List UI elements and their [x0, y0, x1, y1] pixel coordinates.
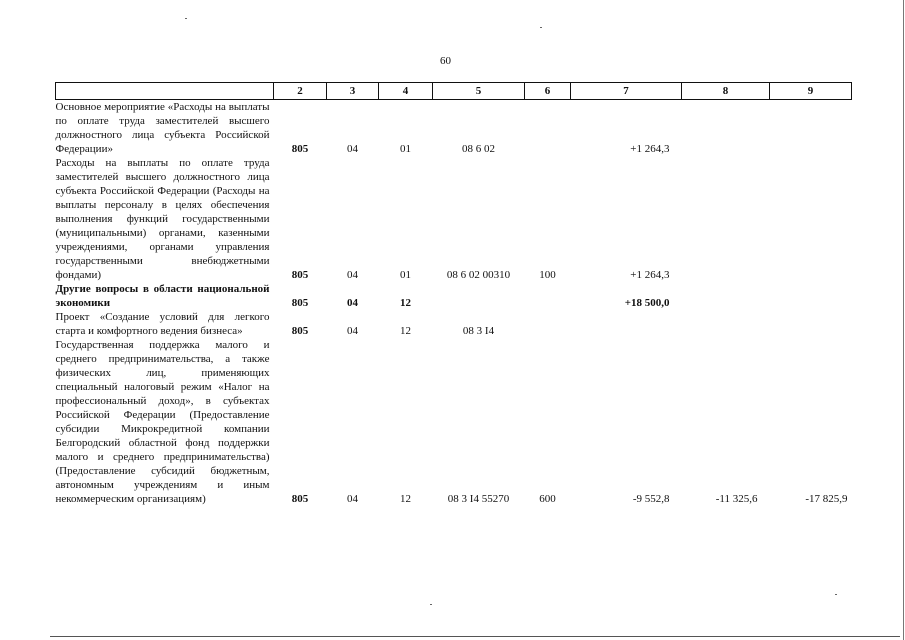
cell-col-8	[682, 282, 770, 310]
cell-col-5: 08 3 I4 55270	[447, 493, 510, 505]
header-col-6: 6	[525, 83, 571, 100]
cell-col-4: 12	[400, 493, 411, 505]
cell-col-6: 600	[539, 493, 556, 505]
budget-table-container	[55, 82, 851, 506]
row-description: Государственная поддержка малого и среднего предпринимательства, а также физических лиц, применяющих специальный налоговый режим «Налог на профессиональный доход», в субъектах Российской Федерации (Предоставление субсидии Микрокредитной компании Белгородский областной фонд поддержки малого и среднего предпринимательства) (Предоставление субсидий бюджетным, автономным учреждениям и иным некоммерческим организациям)	[55, 339, 270, 505]
cell-col-9	[770, 100, 852, 157]
header-col-9: 9	[770, 83, 852, 100]
cell-col-3: 04	[347, 297, 358, 309]
scan-speck	[185, 18, 187, 19]
cell-col-3: 04	[347, 493, 358, 505]
row-description: Проект «Создание условий для легкого старта и комфортного ведения бизнеса»	[55, 311, 270, 337]
table-row	[56, 282, 852, 310]
cell-col-3: 04	[347, 269, 358, 281]
cell-col-4: 12	[400, 297, 411, 309]
cell-col-9	[770, 310, 852, 338]
cell-col-3: 04	[347, 325, 358, 337]
header-col-7: 7	[571, 83, 682, 100]
row-description: Другие вопросы в области национальной экономики	[55, 283, 270, 309]
cell-col-5	[433, 282, 525, 310]
cell-col-7: +18 500,0	[624, 297, 670, 309]
row-description: Основное мероприятие «Расходы на выплаты по оплате труда заместителей высшего должностного лица субъекта Российской Федерации»	[55, 101, 270, 155]
cell-col-8	[682, 156, 770, 282]
cell-col-9: -17 825,9	[805, 493, 848, 505]
cell-col-2: 805	[291, 143, 309, 155]
table-row	[56, 156, 852, 282]
header-description	[56, 83, 274, 100]
cell-col-8: -11 325,6	[715, 493, 758, 505]
cell-col-6: 100	[539, 269, 556, 281]
cell-col-7: +1 264,3	[630, 143, 670, 155]
header-col-4: 4	[379, 83, 433, 100]
scan-speck	[835, 594, 837, 595]
cell-col-6	[525, 100, 571, 157]
cell-col-9	[770, 282, 852, 310]
scan-speck	[540, 27, 542, 28]
scan-bottom-edge	[50, 636, 900, 637]
cell-col-2: 805	[291, 297, 309, 309]
table-row	[56, 338, 852, 506]
header-row	[56, 83, 852, 100]
cell-col-8	[682, 310, 770, 338]
cell-col-5: 08 6 02	[462, 143, 495, 155]
header-col-3: 3	[327, 83, 379, 100]
budget-table	[55, 82, 852, 506]
row-description: Расходы на выплаты по оплате труда заместителей высшего должностного лица субъекта Российской Федерации (Расходы на выплаты персоналу в целях обеспечения выполнения функций государственными (муниципальными) органами, казенными учреждениями, органами управления государственными внебюджетными фондами)	[55, 157, 270, 281]
cell-col-2: 805	[291, 493, 309, 505]
cell-col-5: 08 6 02 00310	[446, 269, 511, 281]
cell-col-2: 805	[291, 325, 309, 337]
cell-col-2: 805	[291, 269, 309, 281]
cell-col-5: 08 3 I4	[462, 325, 495, 337]
header-col-8: 8	[682, 83, 770, 100]
table-row	[56, 100, 852, 157]
scan-speck	[430, 604, 432, 605]
page-number: 60	[440, 55, 451, 67]
cell-col-4: 01	[400, 269, 411, 281]
cell-col-7: +1 264,3	[630, 269, 670, 281]
cell-col-8	[682, 100, 770, 157]
cell-col-4: 12	[400, 325, 411, 337]
header-col-2: 2	[274, 83, 327, 100]
cell-col-6	[525, 310, 571, 338]
cell-col-3: 04	[347, 143, 358, 155]
cell-col-9	[770, 156, 852, 282]
cell-col-4: 01	[400, 143, 411, 155]
cell-col-7	[571, 310, 682, 338]
cell-col-6	[525, 282, 571, 310]
scan-right-edge	[903, 0, 904, 640]
header-col-5: 5	[433, 83, 525, 100]
table-row	[56, 310, 852, 338]
cell-col-7: -9 552,8	[632, 493, 670, 505]
